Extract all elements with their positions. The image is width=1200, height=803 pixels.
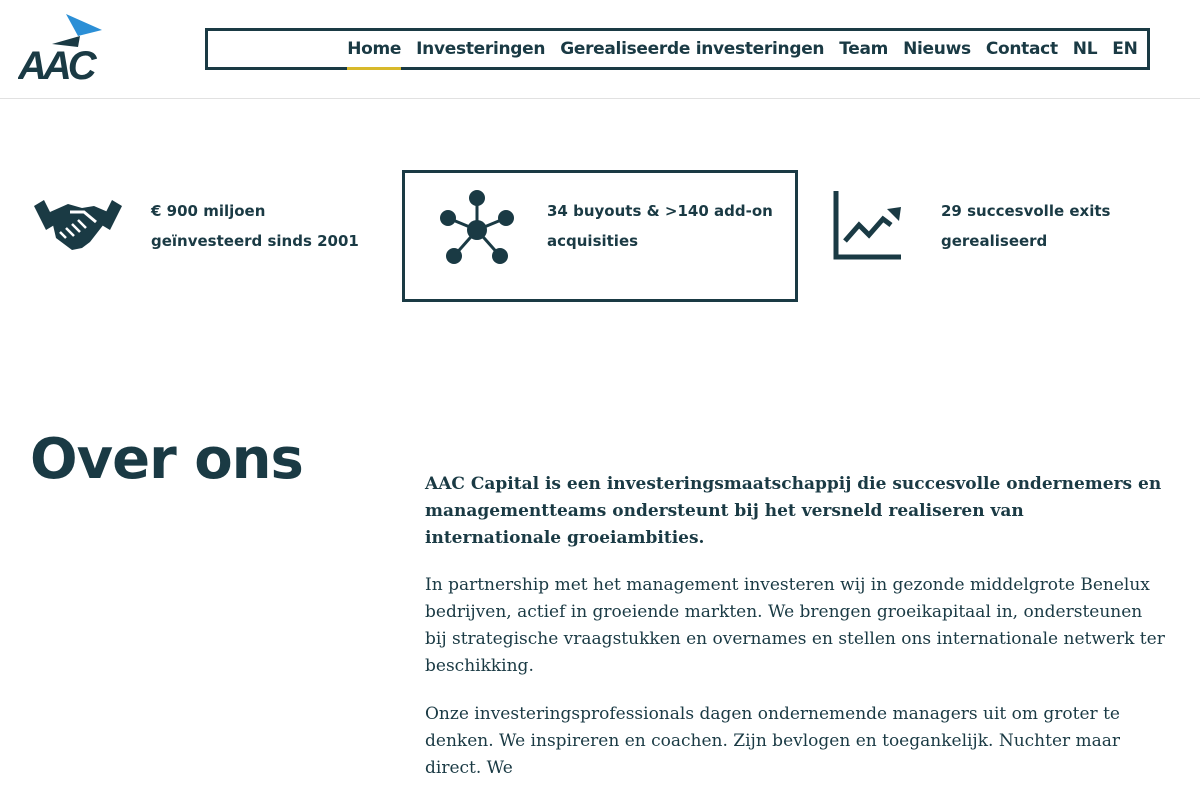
svg-text:AAC: AAC — [18, 44, 93, 82]
about-paragraph: Onze investeringsprofessionals dagen ondernemende managers uit om groter te denken. We inspireren en coachen. Zijn bevlogen en toegankelijk. Nuchter maar direct. We — [425, 704, 1121, 778]
nav-team[interactable]: Team — [839, 39, 889, 59]
nav-lang-en[interactable]: EN — [1112, 39, 1138, 59]
stat-invested-text: € 900 miljoen geïnvesteerd sinds 2001 — [151, 202, 359, 250]
stat-exits-text: 29 succesvolle exits gerealiseerd — [941, 202, 1111, 250]
stat-exits — [800, 170, 1200, 302]
nav-nieuws[interactable]: Nieuws — [903, 39, 971, 59]
about-lead-paragraph: AAC Capital is een investeringsmaatschappij die succesvolle ondernemers en managementteams ondersteunt bij het versneld realiseren van internationale groeiambities. — [425, 474, 1162, 548]
aac-logo[interactable] — [18, 14, 108, 82]
nav-lang-nl[interactable]: NL — [1072, 39, 1098, 59]
nav-contact[interactable]: Contact — [985, 39, 1058, 59]
stat-buyouts — [402, 170, 798, 302]
about-paragraph: In partnership met het management investeren wij in gezonde middelgrote Benelux bedrijven, actief in groeiende markten. We brengen groeikapitaal in, ondersteunen bij strategische vraagstukken en overnames en stellen ons internationale netwerk ter beschikking. — [425, 575, 1165, 676]
about-title: Over ons — [30, 427, 303, 492]
stat-buyouts-text: 34 buyouts & >140 add-on acquisities — [547, 202, 773, 250]
nav-gerealiseerde-investeringen[interactable]: Gerealiseerde investeringen — [560, 39, 825, 59]
aac-logo-mark — [18, 14, 108, 82]
handshake-icon — [34, 198, 122, 254]
growth-chart-icon — [833, 191, 903, 261]
main-nav — [205, 28, 1150, 70]
nav-home[interactable]: Home — [347, 39, 402, 59]
stats-section — [0, 170, 1200, 302]
nav-investeringen[interactable]: Investeringen — [416, 39, 546, 59]
site-header — [0, 0, 1200, 99]
network-icon — [438, 190, 516, 264]
about-body — [425, 471, 1165, 803]
stat-invested — [0, 170, 400, 302]
